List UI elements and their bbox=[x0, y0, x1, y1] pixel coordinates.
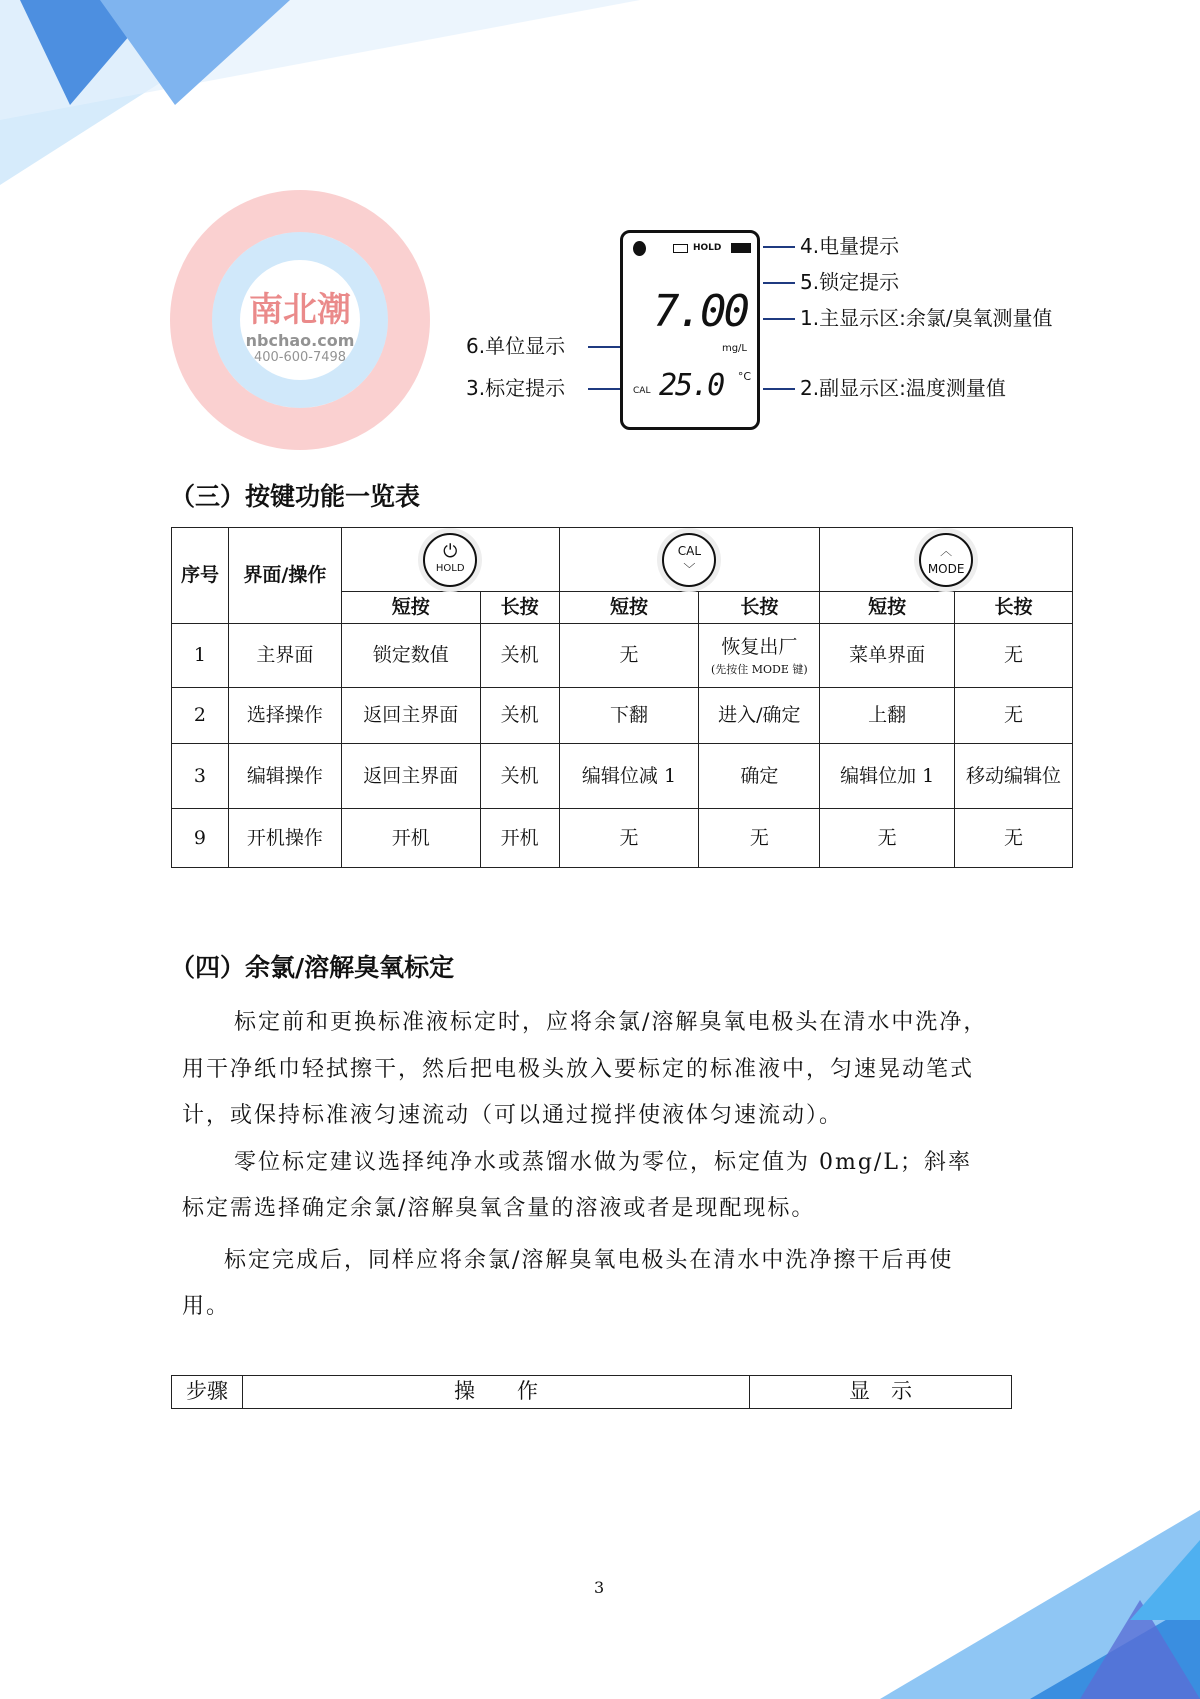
main-reading: 7.00 bbox=[653, 286, 747, 337]
hold-indicator: HOLD bbox=[693, 243, 722, 253]
cell: 1 bbox=[172, 624, 229, 688]
cal-indicator: CAL bbox=[633, 386, 651, 396]
cell: 下翻 bbox=[559, 688, 699, 744]
probe-icon bbox=[633, 241, 646, 256]
cell: 上翻 bbox=[820, 688, 955, 744]
callout-line bbox=[763, 246, 795, 248]
cell: 开机操作 bbox=[228, 809, 341, 868]
cell: 编辑操作 bbox=[228, 744, 341, 809]
header-short: 短按 bbox=[820, 592, 955, 624]
watermark-phone: 400-600-7498 bbox=[253, 350, 347, 365]
paragraph-line: 用。 bbox=[182, 1294, 231, 1319]
unit-indicator: mg/L bbox=[721, 343, 747, 354]
cell: 选择操作 bbox=[228, 688, 341, 744]
cell: 关机 bbox=[480, 688, 559, 744]
cell: 无 bbox=[699, 809, 820, 868]
header-screen: 界面/操作 bbox=[228, 528, 341, 624]
paragraph-line: 零位标定建议选择纯净水或蒸馏水做为零位，标定值为 0mg/L；斜率 bbox=[234, 1150, 972, 1175]
header-step: 步骤 bbox=[172, 1376, 243, 1409]
paragraph-line: 标定完成后，同样应将余氯/溶解臭氧电极头在清水中洗净擦干后再使 bbox=[224, 1248, 954, 1273]
cell-text: 恢复出厂 bbox=[721, 636, 798, 658]
paragraph-line: 标定前和更换标准液标定时，应将余氯/溶解臭氧电极头在清水中洗净， bbox=[234, 1010, 988, 1035]
cell: 锁定数值 bbox=[341, 624, 480, 688]
table-row bbox=[172, 744, 1073, 809]
cell: 开机 bbox=[480, 809, 559, 868]
callout-unit: 6.单位显示 bbox=[466, 334, 566, 358]
paragraph-line: 计，或保持标准液匀速流动（可以通过搅拌使液体匀速流动）。 bbox=[182, 1103, 844, 1128]
cell: 无 bbox=[955, 688, 1073, 744]
header-operation: 操 作 bbox=[243, 1376, 750, 1409]
cell: 2 bbox=[172, 688, 229, 744]
mode-key-icon: ︿ MODE bbox=[919, 533, 973, 587]
header-short: 短按 bbox=[559, 592, 699, 624]
callout-line bbox=[763, 388, 795, 390]
callout-line bbox=[588, 388, 620, 390]
cell: 菜单界面 bbox=[820, 624, 955, 688]
header-long: 长按 bbox=[699, 592, 820, 624]
warning-battery-icon bbox=[673, 244, 688, 253]
header-display: 显 示 bbox=[750, 1376, 1012, 1409]
cell: 3 bbox=[172, 744, 229, 809]
cell: 无 bbox=[559, 809, 699, 868]
paragraph-line: 用干净纸巾轻拭擦干，然后把电极头放入要标定的标准液中，匀速晃动笔式 bbox=[182, 1057, 975, 1082]
key-function-table bbox=[171, 527, 1073, 868]
temperature-reading: 25.0 bbox=[659, 368, 724, 403]
table-row bbox=[172, 688, 1073, 744]
cell: 编辑位减 1 bbox=[559, 744, 699, 809]
callout-sub-display: 2.副显示区:温度测量值 bbox=[800, 376, 1006, 400]
section-3-title: （三）按键功能一览表 bbox=[170, 482, 421, 511]
cell: 返回主界面 bbox=[341, 744, 480, 809]
callout-hold: 5.锁定提示 bbox=[800, 270, 900, 294]
cell: 主界面 bbox=[228, 624, 341, 688]
cell: 进入/确定 bbox=[699, 688, 820, 744]
cell: 返回主界面 bbox=[341, 688, 480, 744]
callout-cal: 3.标定提示 bbox=[466, 376, 566, 400]
calibration-steps-table bbox=[171, 1375, 1012, 1409]
cell: 无 bbox=[955, 809, 1073, 868]
callout-line bbox=[588, 346, 620, 348]
callout-battery: 4.电量提示 bbox=[800, 234, 900, 258]
watermark bbox=[170, 190, 430, 450]
header-short: 短按 bbox=[341, 592, 480, 624]
watermark-logo: 南北潮 bbox=[249, 290, 351, 330]
lcd-display-diagram bbox=[620, 230, 760, 430]
cell: 9 bbox=[172, 809, 229, 868]
battery-icon bbox=[731, 243, 751, 253]
cell: 移动编辑位 bbox=[955, 744, 1073, 809]
cell: 无 bbox=[559, 624, 699, 688]
section-4-title: （四）余氯/溶解臭氧标定 bbox=[170, 953, 455, 982]
header-long: 长按 bbox=[480, 592, 559, 624]
cell-note: (先按住 MODE 键) bbox=[710, 662, 808, 676]
cell: 关机 bbox=[480, 624, 559, 688]
hold-key-icon: ⏻ HOLD bbox=[423, 533, 477, 587]
cell bbox=[699, 624, 820, 688]
header-long: 长按 bbox=[955, 592, 1073, 624]
header-seq: 序号 bbox=[172, 528, 229, 624]
cell: 无 bbox=[955, 624, 1073, 688]
table-row bbox=[172, 624, 1073, 688]
cell: 确定 bbox=[699, 744, 820, 809]
cell: 编辑位加 1 bbox=[820, 744, 955, 809]
temperature-unit: °C bbox=[737, 370, 751, 383]
cell: 无 bbox=[820, 809, 955, 868]
cell: 关机 bbox=[480, 744, 559, 809]
table-row bbox=[172, 809, 1073, 868]
cal-key-icon: CAL ﹀ bbox=[662, 533, 716, 587]
callout-main-display: 1.主显示区:余氯/臭氧测量值 bbox=[800, 306, 1053, 330]
callout-line bbox=[763, 282, 795, 284]
watermark-site: nbchao.com bbox=[245, 331, 355, 350]
callout-line bbox=[763, 318, 795, 320]
page-number: 3 bbox=[594, 1578, 605, 1597]
cell: 开机 bbox=[341, 809, 480, 868]
paragraph-line: 标定需选择确定余氯/溶解臭氧含量的溶液或者是现配现标。 bbox=[182, 1196, 816, 1221]
